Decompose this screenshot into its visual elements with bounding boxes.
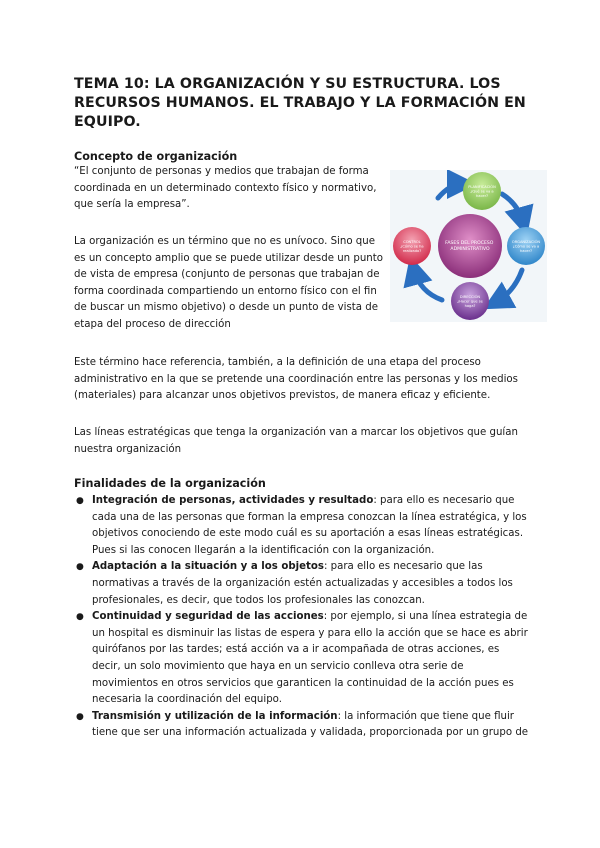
list-item-title: Continuidad y seguridad de las acciones (92, 611, 324, 623)
list-item (76, 559, 529, 609)
center-label-line1: FASES DEL PROCESO (445, 241, 494, 246)
list-item-text: : para ello es necesario que las normativas a través de la organización estén actualizadas y accesibles a todos los profesionales, es decir, que todos los profesionales las conozcan. (92, 561, 513, 606)
list-item (76, 493, 529, 559)
paragraph-organizacion-termino: La organización es un término que no es unívoco. Sino que es un concepto amplio que se puede utilizar desde un punto de vista de empresa (conjunto de personas que trabajan de forma coordinada compartiendo un entorno físico con el fin de buscar un mismo objetivo) o desde un punto de vista de etapa del proceso de dirección (74, 236, 383, 330)
list-item-text: : por ejemplo, si una línea estrategia de un hospital es disminuir las listas de espera y para ello la acción que se hace es abrir quirófanos por las tardes; está acción va a ir acompañada de otras acciones, es decir, un solo movimiento que haya en un servicio conlleva otra serie de movimientos en otros servicios que garanticen la continuidad de la acción pues es necesaria la coordinación del equipo. (92, 611, 528, 706)
center-circle (438, 214, 502, 278)
bullet-icon: ● (76, 496, 84, 506)
list-item-title: Integración de personas, actividades y resultado (92, 495, 374, 506)
section-heading-concepto: Concepto de organización (74, 150, 238, 163)
phase-label-control: CONTROL ¿Cómo se ha realizado? (400, 240, 424, 253)
document-title: TEMA 10: LA ORGANIZACIÓN Y SU ESTRUCTURA. LOS RECURSOS HUMANOS. EL TRABAJO Y LA FORMACIÓN EN EQUIPO. (74, 76, 526, 130)
finalidades-list (76, 493, 529, 742)
phase-label-organizacion: ORGANIZACIÓN ¿Cómo se va a hacer? (511, 240, 541, 253)
definition-quote: “El conjunto de personas y medios que trabajan de forma coordinada en un determinado contexto físico y normativo, que sería la empresa”. (74, 166, 377, 211)
center-label-line2: ADMINISTRATIVO (450, 247, 490, 252)
list-item (76, 709, 529, 742)
paragraph-proceso-administrativo: Este término hace referencia, también, a la definición de una etapa del proceso administrativo en la que se pretende una coordinación entre las personas y los medios (materiales) para alcanzar unos objetivos previstos, de manera eficaz y eficiente. (74, 357, 518, 402)
phase-label-direccion: DIRECCIÓN ¿Hacer que se haga? (457, 295, 483, 308)
list-item-title: Adaptación a la situación y a los objetos (92, 561, 324, 573)
section-heading-finalidades: Finalidades de la organización (74, 477, 266, 490)
bullet-icon: ● (76, 612, 84, 623)
paragraph-lineas-estrategicas: Las líneas estratégicas que tenga la organización van a marcar los objetivos que guían nuestra organización (74, 427, 518, 455)
list-item-text: : para ello es necesario que cada una de las personas que forman la empresa conozcan la línea estratégica, y los objetivos conociendo de este modo cuál es su aportación a esas líneas estratégicas. Pues si las conocen llegarán a la identificación con la organización. (92, 495, 527, 556)
bullet-icon: ● (76, 562, 84, 573)
bullet-icon: ● (76, 711, 84, 722)
list-item (76, 609, 529, 709)
phase-label-planificacion: PLANIFICACIÓN ¿Qué se va a hacer? (468, 185, 496, 198)
list-item-text: : la información que tiene que fluir tiene que ser una información actualizada y validada, proporcionada por un grupo de (92, 710, 529, 739)
process-cycle-diagram (390, 170, 547, 322)
list-item-title: Transmisión y utilización de la información (92, 710, 338, 722)
